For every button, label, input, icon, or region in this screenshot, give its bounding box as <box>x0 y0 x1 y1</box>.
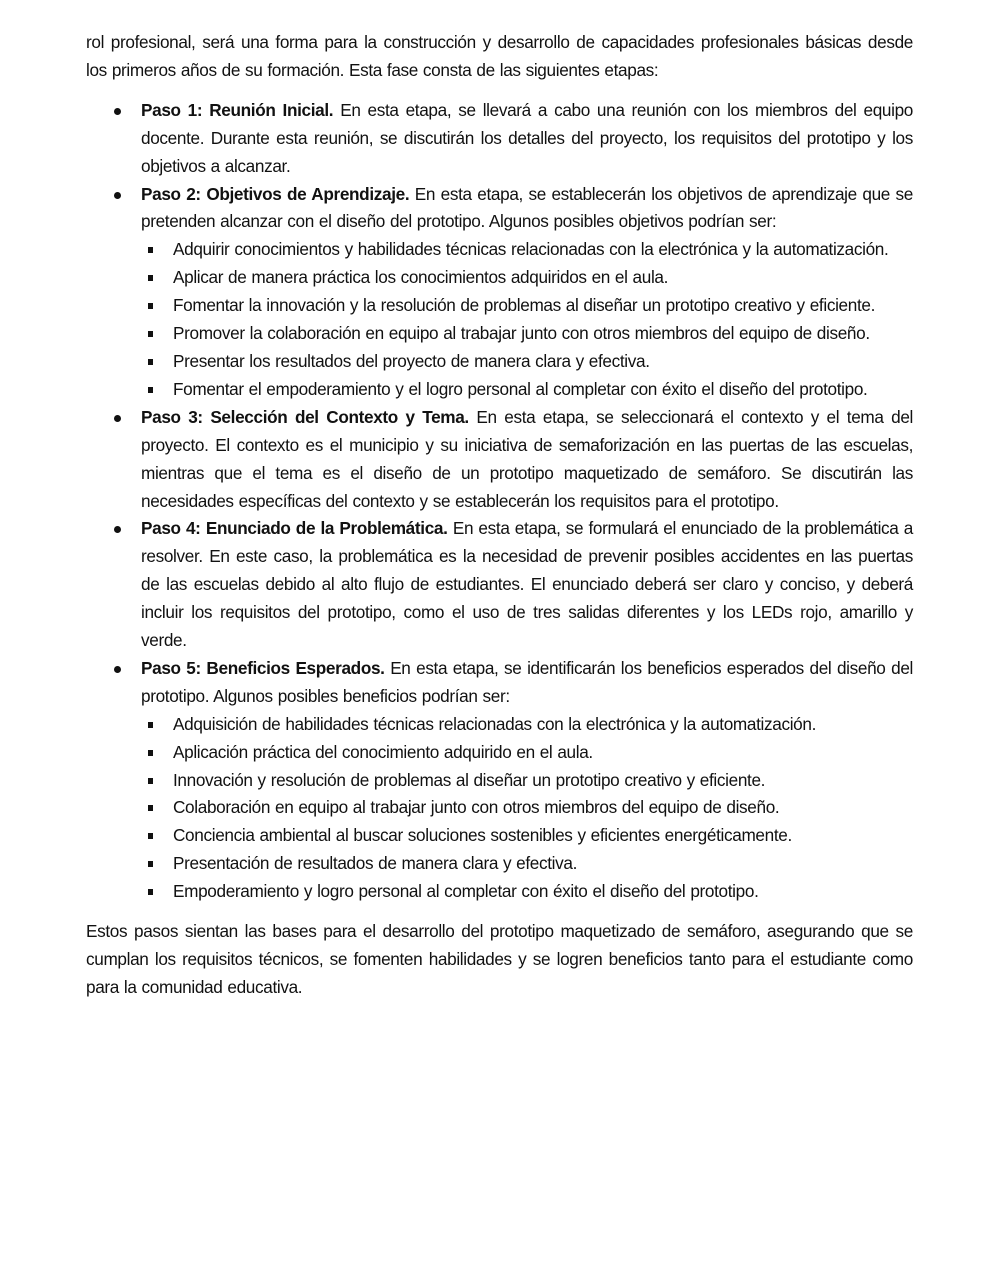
steps-list <box>86 97 913 906</box>
step-title: Paso 3: Selección del Contexto y Tema. <box>141 406 469 427</box>
bullet-square-icon <box>148 750 153 756</box>
bullet-square-icon <box>148 889 153 895</box>
list-item: Adquisición de habilidades técnicas relacionadas con la electrónica y la automatización. <box>86 711 913 739</box>
step-item <box>86 655 913 906</box>
step-title: Paso 4: Enunciado de la Problemática. <box>141 518 448 539</box>
step-title: Paso 5: Beneficios Esperados. <box>141 657 385 678</box>
step-title: Paso 2: Objetivos de Aprendizaje. <box>141 183 410 204</box>
bullet-square-icon <box>148 778 153 784</box>
bullet-square-icon <box>148 247 153 253</box>
list-item: Conciencia ambiental al buscar soluciones sostenibles y eficientes energéticamente. <box>86 822 913 850</box>
step-title: Paso 1: Reunión Inicial. <box>141 99 334 120</box>
document-page <box>86 29 913 1002</box>
bullet-dot-icon <box>114 192 121 199</box>
list-item: Aplicación práctica del conocimiento adquirido en el aula. <box>86 739 913 767</box>
bullet-square-icon <box>148 722 153 728</box>
bullet-dot-icon <box>114 108 121 115</box>
bullet-square-icon <box>148 387 153 393</box>
list-item: Presentar los resultados del proyecto de manera clara y efectiva. <box>86 348 913 376</box>
objectives-list <box>141 236 913 403</box>
bullet-dot-icon <box>114 666 121 673</box>
list-item: Fomentar el empoderamiento y el logro personal al completar con éxito el diseño del prototipo. <box>86 376 913 404</box>
step-text: En esta etapa, se establecerán los objetivos de aprendizaje que se pretenden alcanzar con el diseño del prototipo. Algunos posibles objetivos podrían ser: <box>141 183 913 232</box>
closing-paragraph: Estos pasos sientan las bases para el desarrollo del prototipo maquetizado de semáforo, asegurando que se cumplan los requisitos técnicos, se fomenten habilidades y se logren beneficios tanto para el estudiante como para la comunidad educativa. <box>86 921 913 997</box>
list-item: Promover la colaboración en equipo al trabajar junto con otros miembros del equipo de diseño. <box>86 320 913 348</box>
step-text: En esta etapa, se seleccionará el contexto y el tema del proyecto. El contexto es el municipio y su iniciativa de semaforización en las puertas de las escuelas, mientras que el tema es el diseño de un prototipo maquetizado de semáforo. Se discutirán las necesidades específicas del contexto y se establecerán los requisitos para el prototipo. <box>141 406 913 511</box>
bullet-square-icon <box>148 275 153 281</box>
step-text: En esta etapa, se identificarán los beneficios esperados del diseño del prototipo. Algunos posibles beneficios podrían ser: <box>141 657 913 706</box>
bullet-square-icon <box>148 833 153 839</box>
step-item <box>86 404 913 516</box>
step-item <box>86 181 913 404</box>
step-item <box>86 97 913 181</box>
bullet-square-icon <box>148 359 153 365</box>
list-item: Presentación de resultados de manera clara y efectiva. <box>86 850 913 878</box>
step-text: En esta etapa, se formulará el enunciado de la problemática a resolver. En este caso, la problemática es la necesidad de prevenir posibles accidentes en las puertas de las escuelas debido al alto flujo de estudiantes. El enunciado deberá ser claro y conciso, y deberá incluir los requisitos del prototipo, como el uso de tres salidas diferentes y los LEDs rojo, amarillo y verde. <box>141 518 914 651</box>
list-item: Colaboración en equipo al trabajar junto con otros miembros del equipo de diseño. <box>86 794 913 822</box>
step-text: En esta etapa, se llevará a cabo una reunión con los miembros del equipo docente. Durante esta reunión, se discutirán los detalles del proyecto, los requisitos del prototipo y los objetivos a alcanzar. <box>141 99 913 176</box>
step-item <box>86 515 913 655</box>
bullet-square-icon <box>148 303 153 309</box>
list-item: Empoderamiento y logro personal al completar con éxito el diseño del prototipo. <box>86 878 913 906</box>
bullet-dot-icon <box>114 526 121 533</box>
bullet-square-icon <box>148 861 153 867</box>
intro-paragraph: rol profesional, será una forma para la construcción y desarrollo de capacidades profesionales básicas desde los primeros años de su formación. Esta fase consta de las siguientes etapas: <box>86 32 913 80</box>
list-item: Adquirir conocimientos y habilidades técnicas relacionadas con la electrónica y la automatización. <box>86 236 913 264</box>
list-item: Fomentar la innovación y la resolución de problemas al diseñar un prototipo creativo y eficiente. <box>86 292 913 320</box>
bullet-square-icon <box>148 331 153 337</box>
bullet-square-icon <box>148 805 153 811</box>
benefits-list <box>141 711 913 906</box>
bullet-dot-icon <box>114 415 121 422</box>
list-item: Aplicar de manera práctica los conocimientos adquiridos en el aula. <box>86 264 913 292</box>
list-item: Innovación y resolución de problemas al diseñar un prototipo creativo y eficiente. <box>86 767 913 795</box>
